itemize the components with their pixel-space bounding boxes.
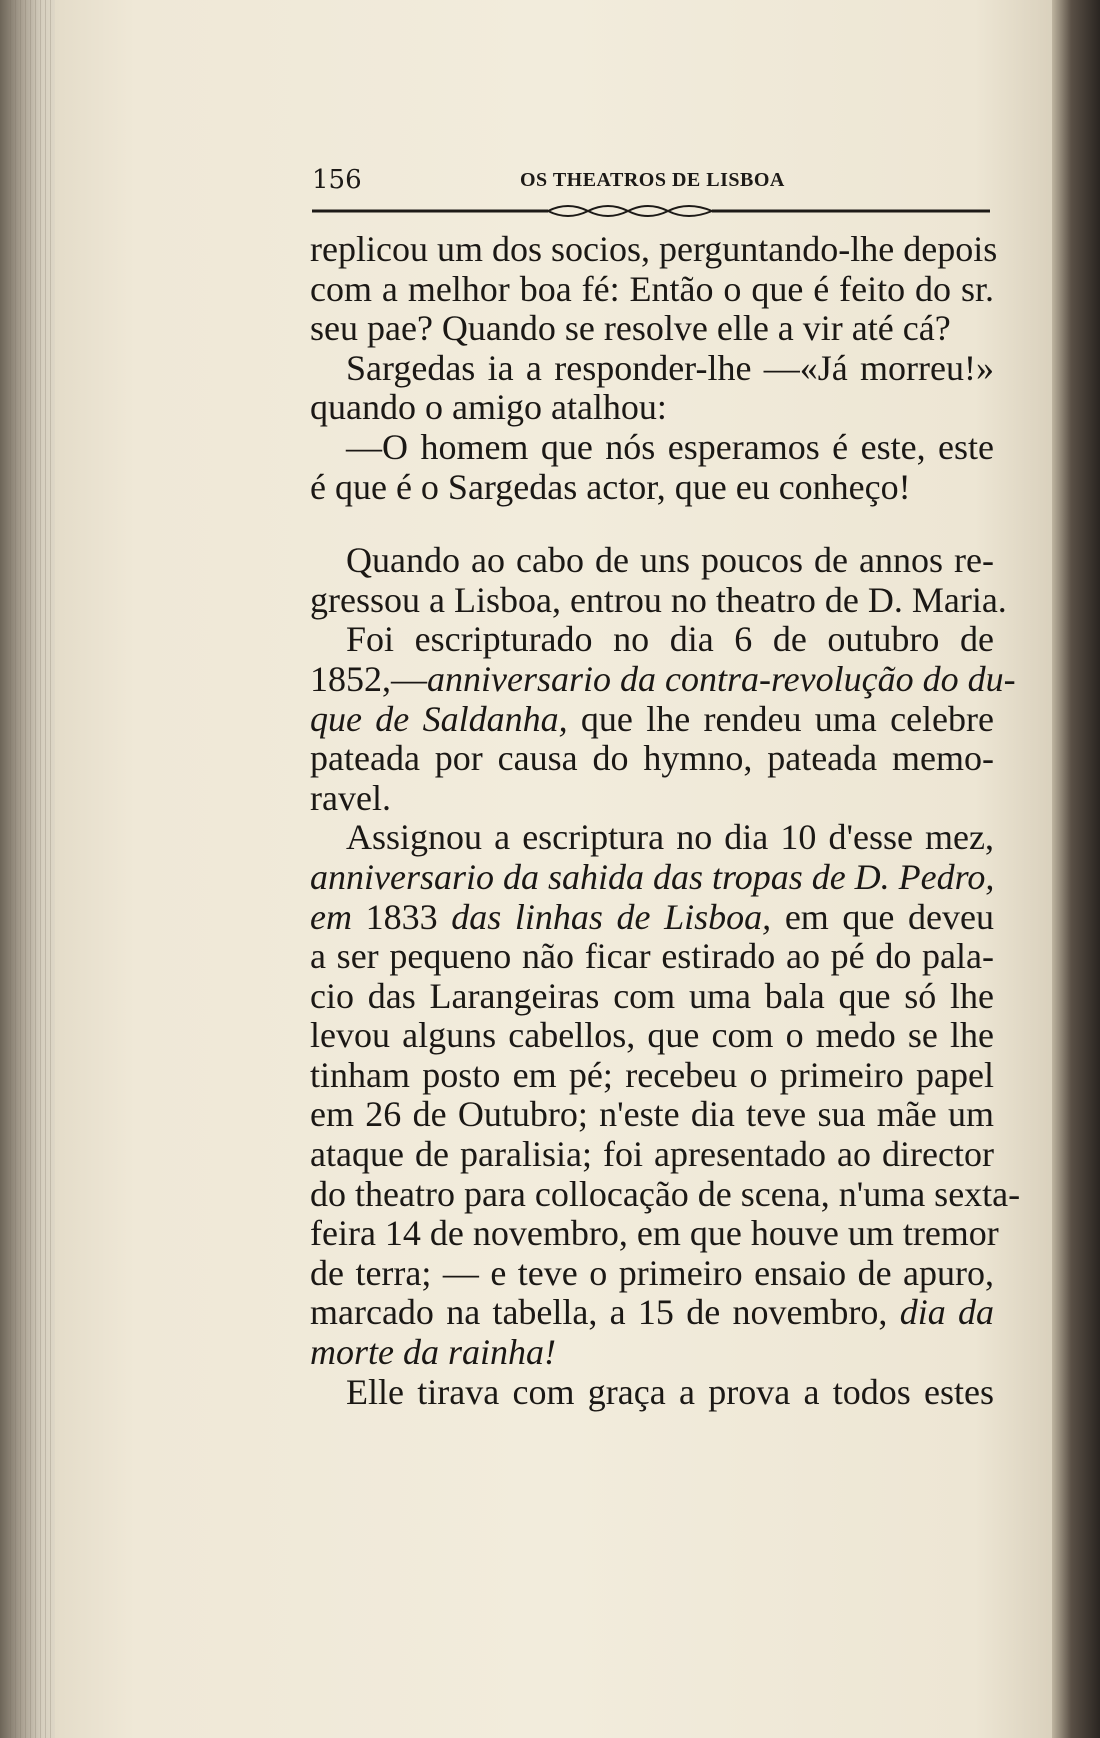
text-line: Assignou a escriptura no dia 10 d'esse mez, xyxy=(346,817,994,858)
page-stack-edges xyxy=(10,0,60,1738)
text-line: tinham posto em pé; recebeu o primeiro papel xyxy=(310,1054,994,1095)
text-line: seu pae? Quando se resolve elle a vir até cá? xyxy=(310,308,951,349)
text-line xyxy=(310,658,1016,700)
text-line: do theatro para collocação de scena, n'uma sexta- xyxy=(310,1173,1021,1214)
italic-span: que de Saldanha, xyxy=(310,698,568,739)
text-line: é que é o Sargedas actor, que eu conheço! xyxy=(310,466,911,507)
text-line xyxy=(310,898,994,938)
text-line: pateada por causa do hymno, pateada memo- xyxy=(310,738,994,779)
page-number: 156 xyxy=(312,165,362,195)
text-line: com a melhor boa fé: Então o que é feito do sr. xyxy=(310,268,994,309)
italic-span: em xyxy=(310,896,352,937)
running-title: OS THEATROS DE LISBOA xyxy=(520,169,785,191)
body-text xyxy=(310,229,1021,1412)
italic-span: anniversario da contra-revolução do du- xyxy=(427,658,1016,699)
text-line: a ser pequeno não ficar estirado ao pé do pala- xyxy=(310,936,994,977)
text-span: marcado na tabella, a 15 de novembro, xyxy=(310,1292,900,1333)
text-line: morte da rainha! xyxy=(310,1332,556,1373)
text-line: quando o amigo atalhou: xyxy=(310,387,667,428)
text-line: ataque de paralisia; foi apresentado ao director xyxy=(310,1134,994,1175)
text-line: Sargedas ia a responder-lhe —«Já morreu!» xyxy=(346,347,994,388)
text-line: Foi escripturado no dia 6 de outubro de xyxy=(346,619,994,660)
text-line: ravel. xyxy=(310,777,391,818)
text-line: Elle tirava com graça a prova a todos estes xyxy=(346,1371,994,1412)
text-span: em que deveu xyxy=(771,896,994,937)
text-span: que lhe rendeu uma celebre xyxy=(567,698,994,739)
text-line: anniversario da sahida das tropas de D. Pedro, xyxy=(310,856,995,897)
text-line: replicou um dos socios, perguntando-lhe depois xyxy=(310,229,998,269)
text-span: 1833 xyxy=(351,896,452,937)
text-line xyxy=(310,700,994,740)
italic-span: das linhas de Lisboa, xyxy=(451,896,772,937)
text-line: cio das Larangeiras com uma bala que só lhe xyxy=(310,975,994,1016)
text-line xyxy=(310,1293,994,1333)
text-line: em 26 de Outubro; n'este dia teve sua mãe um xyxy=(310,1094,994,1135)
text-line: levou alguns cabellos, que com o medo se lhe xyxy=(310,1015,994,1056)
text-line: —O homem que nós esperamos é este, este xyxy=(346,426,994,467)
text-line: gressou a Lisboa, entrou no theatro de D. Maria. xyxy=(310,579,1007,620)
text-line: Quando ao cabo de uns poucos de annos re- xyxy=(346,540,994,581)
text-span: 1852,— xyxy=(310,658,427,699)
text-line: feira 14 de novembro, em que houve um tremor xyxy=(310,1213,999,1254)
text-line: de terra; — e teve o primeiro ensaio de apuro, xyxy=(310,1252,994,1293)
header-ornament-rule xyxy=(312,200,990,222)
paragraph-break xyxy=(310,507,994,541)
page-header xyxy=(312,165,992,199)
italic-span: dia da xyxy=(899,1292,994,1333)
page-right-edge xyxy=(1052,0,1100,1738)
